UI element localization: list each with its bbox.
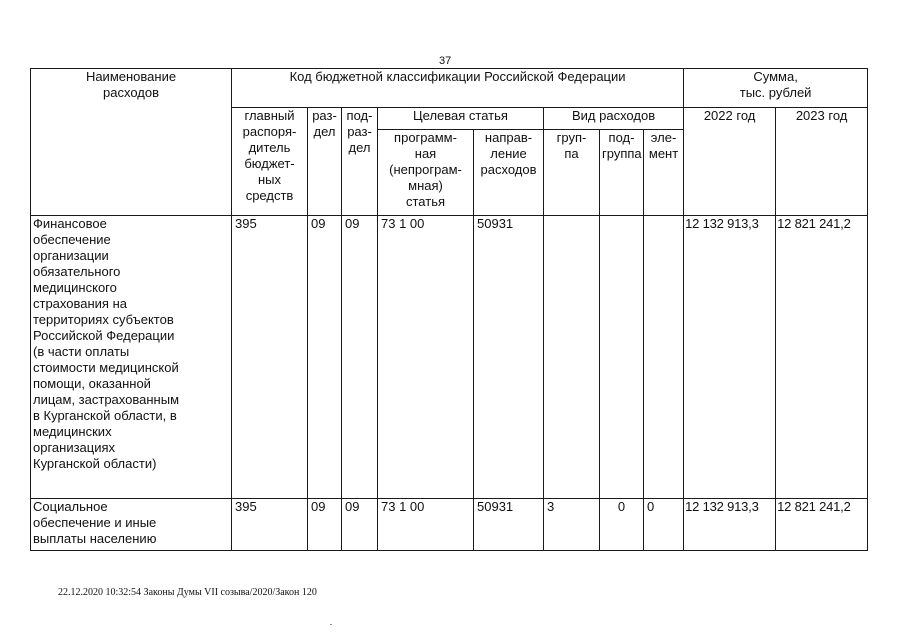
header-expense-type: Вид расходов: [544, 108, 684, 130]
header-code-group: Код бюджетной классификации Российской Федерации: [232, 69, 684, 108]
row-program-article: 73 1 00: [378, 216, 474, 499]
header-main-manager: главный распоря- дитель бюджет- ных средств: [232, 108, 308, 216]
row-main-manager: 395: [232, 499, 308, 551]
table-row: [31, 216, 868, 499]
header-group: груп- па: [544, 130, 600, 216]
header-year-2023: 2023 год: [776, 108, 868, 216]
footer-document-stamp: 22.12.2020 10:32:54 Законы Думы VII созыва/2020/Закон 120: [58, 587, 317, 598]
row-expense-direction: 50931: [474, 499, 544, 551]
header-expense-direction: направ- ление расходов: [474, 130, 544, 216]
scan-artifact: [330, 624, 332, 625]
row-sum-2023: 12 821 241,2: [776, 216, 868, 499]
row-program-article: 73 1 00: [378, 499, 474, 551]
page-number: 37: [439, 55, 452, 67]
header-program-article: программ- ная (непрограм- мная) статья: [378, 130, 474, 216]
header-element: эле- мент: [644, 130, 684, 216]
row-section: 09: [308, 216, 342, 499]
row-name: Социальное обеспечение и иные выплаты населению: [31, 499, 232, 551]
header-subsection: под- раз- дел: [342, 108, 378, 216]
row-section: 09: [308, 499, 342, 551]
row-subgroup: [600, 216, 644, 499]
header-section: раз- дел: [308, 108, 342, 216]
table-row: [31, 499, 868, 551]
row-sum-2022: 12 132 913,3: [684, 216, 776, 499]
row-element: 0: [644, 499, 684, 551]
row-subsection: 09: [342, 499, 378, 551]
header-sum-group: Сумма, тыс. рублей: [684, 69, 868, 108]
row-group: [544, 216, 600, 499]
header-row-1: [31, 69, 868, 108]
row-name: Финансовое обеспечение организации обязательного медицинского страхования на территориях субъектов Российской Федерации (в части оплаты стоимости медицинской помощи, оказанной лицам, застрахованным в Курганской области, в медицинских организациях Курганской области): [31, 216, 232, 499]
budget-table: [30, 68, 868, 551]
header-subgroup: под- группа: [600, 130, 644, 216]
row-main-manager: 395: [232, 216, 308, 499]
header-target-article: Целевая статья: [378, 108, 544, 130]
row-expense-direction: 50931: [474, 216, 544, 499]
row-sum-2023: 12 821 241,2: [776, 499, 868, 551]
row-subsection: 09: [342, 216, 378, 499]
row-sum-2022: 12 132 913,3: [684, 499, 776, 551]
header-name: Наименование расходов: [31, 69, 232, 216]
row-subgroup: 0: [600, 499, 644, 551]
row-element: [644, 216, 684, 499]
header-year-2022: 2022 год: [684, 108, 776, 216]
row-group: 3: [544, 499, 600, 551]
